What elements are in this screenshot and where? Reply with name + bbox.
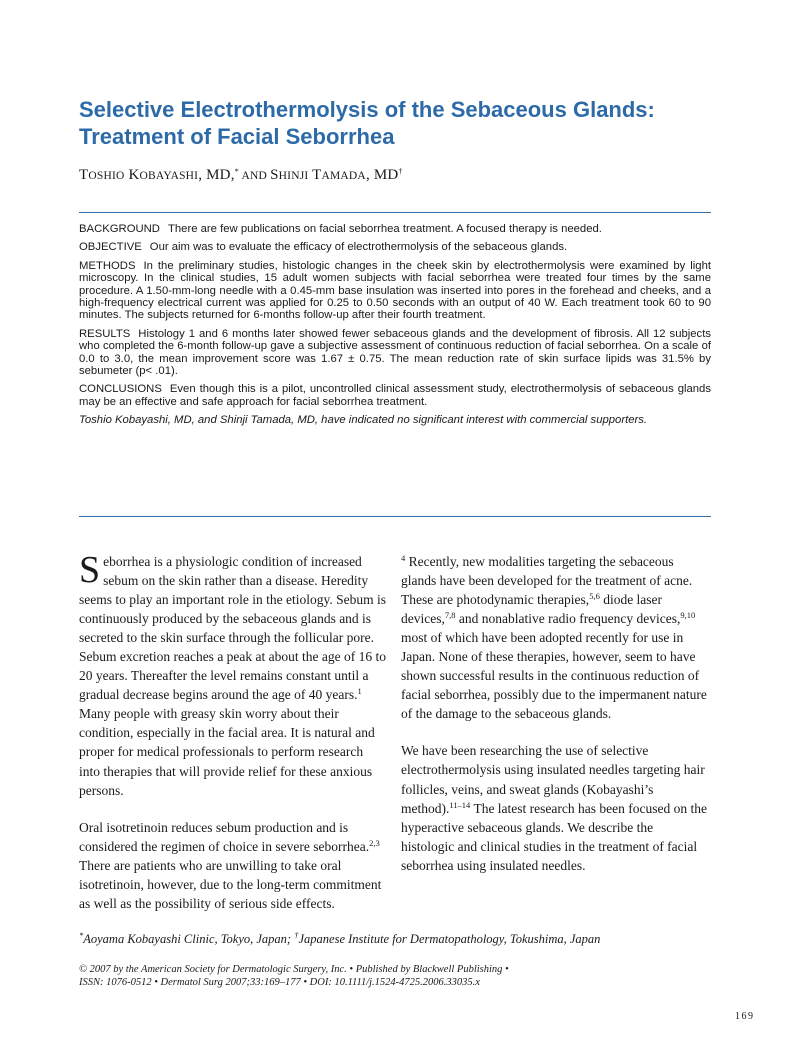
copyright-block xyxy=(79,963,509,989)
drop-cap: S xyxy=(79,549,101,591)
abstract-methods xyxy=(79,260,711,322)
author-line xyxy=(79,167,403,184)
abstract-objective xyxy=(79,241,711,253)
conclusions-label: CONCLUSIONS xyxy=(79,383,162,396)
author2-last-rest: AMADA xyxy=(321,170,366,182)
body-paragraph-2-cont xyxy=(401,552,709,723)
abstract-results xyxy=(79,328,711,378)
abstract xyxy=(79,223,711,433)
ref-4: 4 xyxy=(401,553,406,563)
objective-text: Our aim was to evaluate the efficacy of electrothermolysis of the sebaceous glands. xyxy=(149,241,568,254)
author2-degree: , MD xyxy=(365,167,399,183)
author1-last-initial: K xyxy=(128,167,140,183)
background-label: BACKGROUND xyxy=(79,223,160,235)
p2-text-a: Oral isotretinoin reduces sebum production and is considered the regimen of choice in severe seborrhea. xyxy=(79,819,370,854)
page-number: 169 xyxy=(735,1011,755,1022)
paragraph-gap xyxy=(401,723,709,741)
author1-first-rest: OSHIO xyxy=(88,170,125,182)
p2-text-e: and nonablative radio frequency devices, xyxy=(455,611,681,627)
ref-7-8: 7,8 xyxy=(444,610,456,621)
affil-text-2: Japanese Institute for Dermatopathology, Tokushima, Japan xyxy=(298,932,601,946)
author1-degree: , MD, xyxy=(198,167,235,183)
author1-first-initial: T xyxy=(79,167,89,183)
abstract-top-rule xyxy=(79,212,711,213)
affil-mark-1: * xyxy=(79,930,84,940)
abstract-disclosure: Toshio Kobayashi, MD, and Shinji Tamada, MD, have indicated no significant interest with commercial supporters. xyxy=(79,414,648,427)
author2-first-initial: S xyxy=(270,167,279,183)
conclusions-text: Even though this is a pilot, uncontrolled clinical assessment study, electrothermolysis of sebaceous glands may be an effective and safe approach for facial seborrhea treatment. xyxy=(79,383,711,408)
author1-mark: * xyxy=(234,166,240,176)
p2-text-f: most of which have been adopted recently for use in Japan. None of these therapies, however, seem to have shown successful results in the continuous reduction of facial seborrhea, possibly due to the impermanent nature of the damage to the sebaceous glands. xyxy=(401,630,707,722)
p2-text-b: There are patients who are unwilling to take oral isotretinoin, however, due to the long-term commitment as well as the possibility of serious side effects. xyxy=(79,857,382,911)
body-column-left xyxy=(79,549,387,913)
methods-text: In the preliminary studies, histologic changes in the cheek skin by electrothermolysis were examined by light microscopy. In the clinical studies, 15 adult women subjects with facial seborrhea were treated four times by the same procedure. A 1.50-mm-long needle with a 0.45-mm base insulation was inserted into pores in the forehead and cheeks, and a high-frequency electrical current was applied for 0.25 to 0.50 seconds with an output of 40 W. Each treatment took 60 to 90 minutes. The subjects returned for 6-months follow-up after their fourth treatment. xyxy=(79,259,711,322)
author2-first-rest: HINJI xyxy=(278,170,309,182)
article-title xyxy=(79,96,719,150)
abstract-background xyxy=(79,223,711,235)
results-label: RESULTS xyxy=(79,327,131,340)
body-paragraph-3 xyxy=(401,741,709,874)
affil-text-1: Aoyama Kobayashi Clinic, Tokyo, Japan; xyxy=(83,932,295,946)
p1-text-b: Many people with greasy skin worry about their condition, especially in the facial area. It is natural and proper for medical professionals to perform research into therapies that will provide relief for these anxious persons. xyxy=(79,706,375,798)
ref-2-3: 2,3 xyxy=(369,837,380,848)
ref-9-10: 9,10 xyxy=(680,610,696,621)
p3-text-a: We have been researching the use of selective electrothermolysis using insulated needles targeting hair follicles, veins, and sweat glands (Kobayashi’s method). xyxy=(401,743,705,816)
body-paragraph-2-start xyxy=(79,818,387,913)
author2-last-initial: T xyxy=(312,167,322,183)
p2-text-d: diode laser devices, xyxy=(401,592,663,627)
body-paragraph-1 xyxy=(79,549,387,800)
objective-label: OBJECTIVE xyxy=(79,241,142,254)
author1-last-rest: OBAYASHI xyxy=(139,170,199,182)
p1-text-a: eborrhea is a physiologic condition of increased sebum on the skin rather than a disease. Heredity seems to play an important role in the etiology. Sebum is continuously produced by the sebaceous glands and is secreted to the skin surface through the follicular pore. Sebum excretion reaches a peak at about the age of 16 to 20 years. Thereafter the level remains constant until a gradual decrease begins around the age of 40 years. xyxy=(79,554,386,703)
paragraph-gap xyxy=(79,800,387,818)
title-line-2: Treatment of Facial Seborrhea xyxy=(79,124,395,149)
copyright-line-1: © 2007 by the American Society for Dermatologic Surgery, Inc. • Published by Blackwell Publishing • xyxy=(79,964,509,975)
p2-text-c: Recently, new modalities targeting the sebaceous glands have been developed for the treatment of acne. These are photodynamic therapies, xyxy=(401,554,693,608)
ref-1: 1 xyxy=(357,686,362,697)
ref-5-6: 5,6 xyxy=(589,591,600,602)
title-line-1: Selective Electrothermolysis of the Sebaceous Glands: xyxy=(79,97,655,122)
abstract-bottom-rule xyxy=(79,516,711,517)
p3-text-b: The latest research has been focused on the hyperactive sebaceous glands. We describe the histologic and clinical studies in the treatment of facial seborrhea using insulated needles. xyxy=(401,800,707,873)
affiliations xyxy=(79,932,600,947)
abstract-conclusions xyxy=(79,383,711,408)
author-connector: AND xyxy=(239,170,271,182)
ref-11-14: 11–14 xyxy=(449,799,471,810)
author2-mark: † xyxy=(398,166,403,176)
affil-mark-2: † xyxy=(294,930,299,940)
body-column-right xyxy=(401,552,709,875)
methods-label: METHODS xyxy=(79,259,136,272)
results-text: Histology 1 and 6 months later showed fewer sebaceous glands and the development of fibrosis. All 12 subjects who completed the 6-month follow-up gave a subjective assessment of continuous reduction of facial seborrhea. On a scale of 0.0 to 3.0, the mean improvement score was 1.67 ± 0.75. The mean reduction rate of skin surface lipids was 31.5% by sebumeter (p< .01). xyxy=(79,327,711,378)
copyright-line-2: ISSN: 1076-0512 • Dermatol Surg 2007;33:169–177 • DOI: 10.1111/j.1524-4725.2006.33035.x xyxy=(79,977,480,988)
background-text: There are few publications on facial seborrhea treatment. A focused therapy is needed. xyxy=(167,223,602,235)
